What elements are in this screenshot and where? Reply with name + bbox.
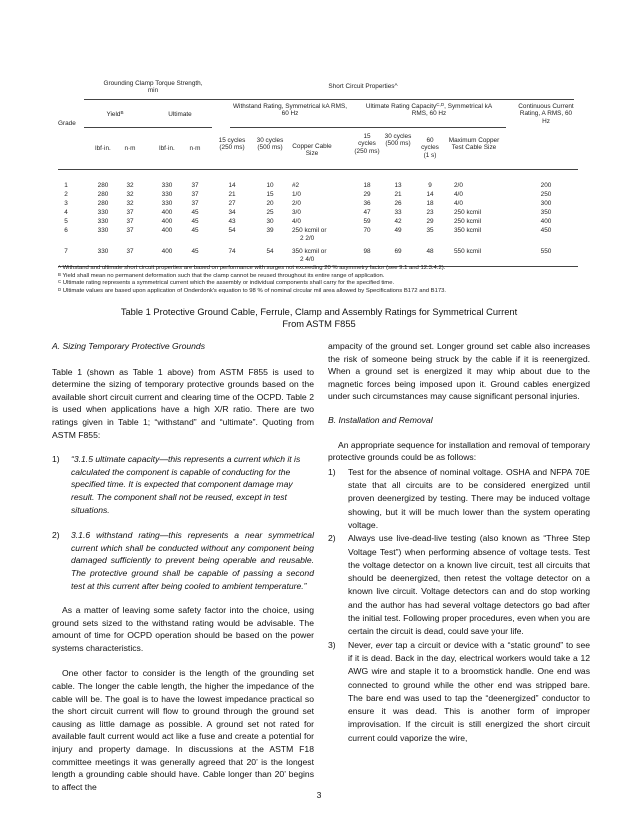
table-cell-cable-continued: 2 4/0 (300, 256, 315, 263)
table-cell-cable: 4/0 (292, 218, 301, 225)
table-cell-u15: 36 (363, 200, 371, 207)
table-cell-y1: 280 (97, 182, 109, 189)
header-nm-yield: n·m (124, 145, 136, 152)
table-cell-cont: 550 (540, 248, 552, 255)
table-cell-cont: 400 (540, 218, 552, 225)
header-ultimate-capacity: Ultimate Rating Capacity$^{C,D}$, Symmetrical kA RMS, 60 Hz (365, 102, 493, 118)
table-cell-max: 550 kcmil (454, 248, 481, 255)
table-cell-w30: 54 (266, 248, 274, 255)
quote-item-1 (52, 453, 314, 516)
table-cell-y1: 280 (97, 200, 109, 207)
table-cell-u15: 98 (363, 248, 371, 255)
table-cell-u15: 18 (363, 182, 371, 189)
header-u60: 60 cycles (1 s) (421, 137, 439, 159)
quote-text: “3.1.5 ultimate capacity—this represents a current which it is calculated the component is capable of conducting for the specified time. It is expected that component damage may result. The component shall not be reused, except in test situations. (71, 454, 301, 515)
rule-top (84, 99, 574, 100)
header-w15: 15 cycles (250 ms) (218, 137, 246, 152)
table-cell-u30: 33 (394, 209, 402, 216)
ratings-table (58, 80, 578, 268)
table-cell-u30: 21 (394, 191, 402, 198)
table-cell-cable: 1/0 (292, 191, 301, 198)
table-cell-y1: 280 (97, 191, 109, 198)
table-cell-w15: 27 (228, 200, 236, 207)
header-u30: 30 cycles (500 ms) (384, 133, 412, 148)
table-cell-w15: 14 (228, 182, 236, 189)
rule-header-bottom (58, 169, 578, 170)
table-cell-u1: 330 (161, 200, 173, 207)
table-cell-max: 2/0 (454, 182, 463, 189)
table-cell-u30: 49 (394, 227, 402, 234)
list-text: Test for the absence of nominal voltage. OSHA and NFPA 70E state that all circuits are to be considered energized until proven deenergized by testing. There may be induced voltage showing, but it will be much lower than the system operating voltage. (348, 466, 590, 530)
caption-line-1: Table 1 Protective Ground Cable, Ferrule, Clamp and Assembly Ratings for Symmetrical Current (120, 307, 518, 317)
list-item-1 (328, 466, 590, 532)
table-cell-w30: 25 (266, 209, 274, 216)
header-yield: Yield$^B$ (106, 110, 124, 118)
table-cell-cont: 350 (540, 209, 552, 216)
table-footnotes (58, 265, 588, 296)
table-cell-u1: 400 (161, 209, 173, 216)
table-caption (60, 306, 578, 330)
table-cell-u1: 330 (161, 182, 173, 189)
table-cell-cable: 350 kcmil or (292, 248, 327, 255)
table-row (58, 248, 578, 263)
paragraph: As a matter of leaving some safety factor into the choice, using ground sets sized to the withstand rating would be advisable. The amount of time for OCPD operation should be based on the power systems characteristics. (52, 605, 314, 653)
table-cell-cont: 200 (540, 182, 552, 189)
table-cell-max: 4/0 (454, 200, 463, 207)
header-continuous: Continuous Current Rating, A RMS, 60 Hz (518, 103, 574, 125)
table-cell-cont: 300 (540, 200, 552, 207)
header-grade: Grade (58, 120, 76, 127)
table-cell-w30: 15 (266, 191, 274, 198)
table-cell-u15: 70 (363, 227, 371, 234)
table-cell-max: 4/0 (454, 191, 463, 198)
table-cell-y2: 32 (126, 182, 134, 189)
paragraph: An appropriate sequence for installation and removal of temporary protective grounds could be as follows: (328, 439, 590, 463)
paragraph: Table 1 (shown as Table 1 above) from ASTM F855 is used to determine the sizing of temporary protective grounds based on the available short circuit current and clearing time of the OCPD. Table 2 is used when applications have a high X/R ratio. There are two ratings given in Table 1; “withstand” and “ultimate”. Quoting from ASTM F855: (52, 366, 314, 440)
table-cell-w15: 43 (228, 218, 236, 225)
list-item-2 (328, 532, 590, 638)
left-column (52, 340, 314, 793)
table-cell-cable: 3/0 (292, 209, 301, 216)
table-cell-y1: 330 (97, 209, 109, 216)
table-cell-u60: 48 (426, 248, 434, 255)
table-cell-u60: 14 (426, 191, 434, 198)
table-cell-grade: 1 (64, 182, 68, 189)
table-cell-y2: 32 (126, 191, 134, 198)
table-cell-u30: 42 (394, 218, 402, 225)
table-cell-u60: 18 (426, 200, 434, 207)
paragraph: ampacity of the ground set. Longer ground set cable also increases the risk of someone being struck by the cable if it is reenergized. When a ground set is energized it may whip about due to the magnetic forces being imposed upon it. Ground cables energized under such circumstances may cause significant personal injuries. (328, 341, 590, 402)
list-item-3 (328, 639, 590, 745)
header-copper-cable: Copper Cable Size (292, 143, 332, 158)
table-cell-y2: 32 (126, 200, 134, 207)
table-cell-y2: 37 (126, 218, 134, 225)
table-cell-u30: 69 (394, 248, 402, 255)
section-heading-b: B. Installation and Removal (328, 414, 433, 425)
table-cell-y1: 330 (97, 218, 109, 225)
table-cell-max: 250 kcmil (454, 218, 481, 225)
table-cell-u2: 45 (191, 209, 199, 216)
table-cell-u2: 37 (191, 191, 199, 198)
section-heading-a: A. Sizing Temporary Protective Grounds (52, 341, 206, 351)
header-short-circuit: Short Circuit Properties$^A$ (328, 82, 398, 90)
table-cell-cable: 2/0 (292, 200, 301, 207)
table-cell-w30: 10 (266, 182, 274, 189)
list-number: 3) (328, 639, 336, 650)
table-cell-u60: 29 (426, 218, 434, 225)
table-cell-u2: 37 (191, 182, 199, 189)
table-cell-u15: 59 (363, 218, 371, 225)
table-cell-w30: 20 (266, 200, 274, 207)
list-text: Never, ever tap a circuit or device with a “static ground” to see if it is dead. Back in the day, electrical workers would take a 12 AWG wire and staple it to a broomstick handle. One end was connected to ground while the other end was stripped bare. The bare end was used to tap the “deenergized” conductor to ensure it was dead. This is another form of improper improvisation. If the circuit is still energized the short circuit current could vaporize the wire, (348, 639, 590, 743)
table-cell-y1: 330 (97, 227, 109, 234)
table-cell-u2: 37 (191, 200, 199, 207)
table-cell-u60: 23 (426, 209, 434, 216)
table-row (58, 200, 578, 209)
table-cell-u30: 26 (394, 200, 402, 207)
table-cell-w30: 39 (266, 227, 274, 234)
table-cell-max: 350 kcmil (454, 227, 481, 234)
table-cell-w30: 30 (266, 218, 274, 225)
table-cell-u2: 45 (191, 227, 199, 234)
table-cell-y2: 37 (126, 248, 134, 255)
table-row (58, 182, 578, 191)
header-nm-ultimate: n·m (189, 145, 201, 152)
table-row (58, 218, 578, 227)
table-cell-grade: 4 (64, 209, 68, 216)
list-number: 1) (328, 466, 336, 477)
table-cell-u60: 9 (428, 182, 432, 189)
table-cell-grade: 6 (64, 227, 68, 234)
footnote-c: $^C$ Ultimate rating represents a symmetrical current which the assembly or individual components shall carry for the specified time. (58, 279, 395, 287)
table-cell-u60: 35 (426, 227, 434, 234)
table-cell-u15: 29 (363, 191, 371, 198)
table-cell-u15: 47 (363, 209, 371, 216)
table-cell-u2: 45 (191, 218, 199, 225)
table-cell-grade: 2 (64, 191, 68, 198)
quote-text: 3.1.6 withstand rating—this represents a near symmetrical current which shall be conducted without any component being damaged sufficiently to prevent being operable and reusable. The protective ground shall be capable of passing a second test at this current after being cooled to ambient temperature.” (71, 530, 314, 591)
footnote-d: $^D$ Ultimate values are based upon application of Onderdonk's equation to 98 % of nominal circular mil area allowed by Specifications B172 and B173. (58, 287, 447, 295)
table-row (58, 209, 578, 218)
table-cell-u2: 45 (191, 248, 199, 255)
table-cell-grade: 7 (64, 248, 68, 255)
table-cell-cable: #2 (292, 182, 300, 189)
header-lbfin-ultimate: lbf·in. (159, 145, 175, 152)
list-number: 2) (52, 530, 60, 541)
table-cell-u1: 400 (161, 248, 173, 255)
table-row (58, 227, 578, 242)
table-cell-max: 250 kcmil (454, 209, 481, 216)
header-withstand: Withstand Rating, Symmetrical kA RMS, 60 Hz (233, 103, 347, 118)
footnote-b: $^B$ Yield shall mean no permanent deformation such that the clamp cannot be reused throughout its entire range of application. (58, 271, 385, 279)
table-cell-cont: 450 (540, 227, 552, 234)
quote-item-2 (52, 529, 314, 592)
list-number: 1) (52, 454, 60, 465)
header-w30: 30 cycles (500 ms) (256, 137, 284, 152)
header-torque: Grounding Clamp Torque Strength, min (103, 80, 203, 95)
paragraph: One other factor to consider is the length of the grounding set cable. The longer the cable length, the higher the impedance of the cable will be. The goal is to have the lowest impedance practical so the short circuit current will flow to ground through the ground set causing as little damage as possible. A ground set not rated for available fault current would act like a fuse and create a potential for injury and property damage. In discussions at the ASTM F18 committee meetings it was generally agreed that 20’ is the longest length a grounding cable should have. Cable longer than 20’ begins to affect the (52, 668, 314, 792)
table-row (58, 191, 578, 200)
table-cell-w15: 54 (228, 227, 236, 234)
table-cell-cont: 250 (540, 191, 552, 198)
page-number: 3 (316, 790, 322, 800)
table-cell-u30: 13 (394, 182, 402, 189)
table-cell-w15: 21 (228, 191, 236, 198)
table-cell-u1: 330 (161, 191, 173, 198)
header-ultimate: Ultimate (168, 111, 192, 118)
table-cell-u1: 400 (161, 218, 173, 225)
header-lbfin-yield: lbf·in. (95, 145, 111, 152)
list-number: 2) (328, 533, 336, 544)
list-text: Always use live-dead-live testing (also known as “Three Step Voltage Test”) when performing absence of voltage tests. Test the voltage detector on a known live circuit, test all circuits that should be deenergized, then retest the voltage detector on a known live circuit. Voltage detectors can and do stop working and the author has had several voltage detectors go bad after the initial test. Following proper procedures, even when you are certain the circuit is dead, could save your life. (348, 533, 590, 637)
table-cell-grade: 5 (64, 218, 68, 225)
table-cell-cable: 250 kcmil or (292, 227, 327, 234)
table-cell-u1: 400 (161, 227, 173, 234)
table-cell-y2: 37 (126, 209, 134, 216)
table-cell-w15: 34 (228, 209, 236, 216)
right-column (328, 340, 590, 745)
rule-sub-right (230, 127, 506, 128)
table-cell-y2: 37 (126, 227, 134, 234)
table-cell-grade: 3 (64, 200, 68, 207)
table-cell-y1: 330 (97, 248, 109, 255)
header-max-copper: Maximum Copper Test Cable Size (448, 137, 500, 152)
header-u15: 15 cycles (250 ms) (354, 133, 380, 155)
table-cell-cable-continued: 2 2/0 (300, 235, 315, 242)
footnote-a: $^A$ Withstand and ultimate short circuit properties are based on performance with surges not exceeding 20 % asymmetry factor (see 9.1 and 12.3.4.2). (58, 264, 446, 271)
rule-sub-left (84, 127, 212, 128)
table-cell-w15: 74 (228, 248, 236, 255)
caption-line-2: From ASTM F855 (282, 319, 356, 329)
